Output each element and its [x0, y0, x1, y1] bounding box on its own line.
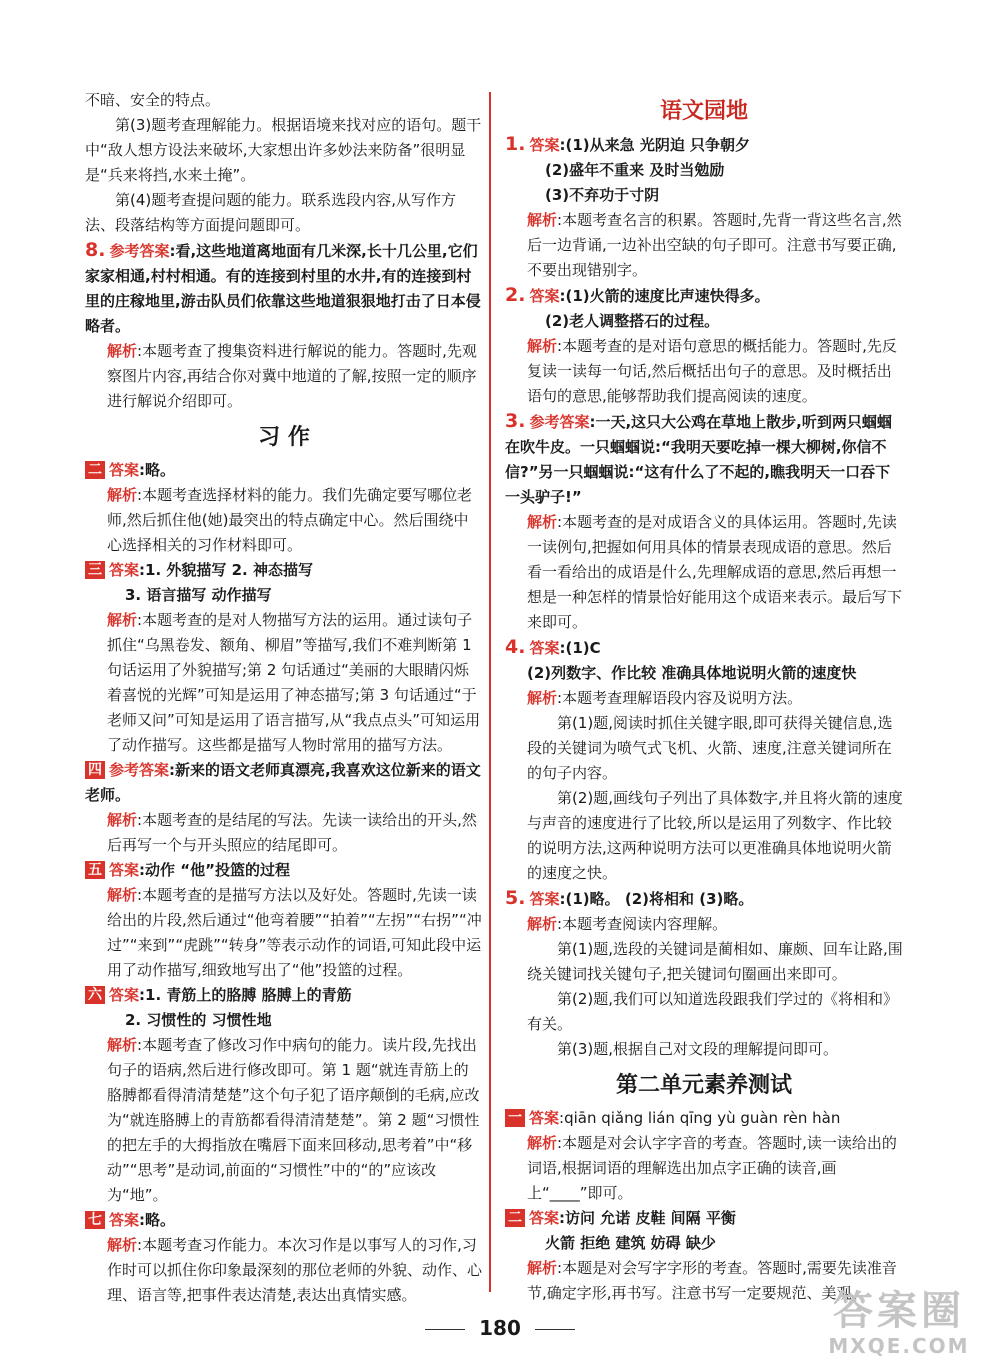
analysis-label: 解析 — [107, 811, 138, 829]
analysis-text: :本题考查理解语段内容及说明方法。 — [557, 689, 803, 707]
analysis-text: :本题考查的是对语句意思的概括能力。答题时,先反复读一读每一句话,然后概括出句子的意思。及时概括出语句的意思,能够帮助我们提高阅读的速度。 — [527, 337, 897, 405]
answer-text: :一天,这只大公鸡在草地上散步,听到两只蝈蝈在吹牛皮。一只蝈蝈说:“我明天要吃掉一棵大柳树,你信不信?”另一只蝈蝈说:“这有什么了不起的,瞧我明天一口吞下一头驴子!” — [505, 413, 892, 506]
question-number: 3. — [505, 410, 526, 432]
analysis-label: 解析 — [527, 513, 558, 531]
answer-text: (2)老人调整搭石的过程。 — [545, 312, 720, 330]
analysis-text: :本题考查了修改习作中病句的能力。读片段,先找出句子的语病,然后进行修改即可。第 1 题“就连青筋上的胳膊都看得清清楚楚”这个句子犯了语序颠倒的毛病,应改为“就连胳膊上的青筋都看得清清楚楚”。第 2 题“习惯性的把左手的大拇指放在嘴唇下面来回移动,思考着”中“移动”“思考”是动词,前面的“习惯性”中的“的”应该改为“地”。 — [107, 1036, 480, 1204]
question-4 — [85, 758, 483, 858]
analysis-label: 解析 — [527, 689, 558, 707]
answer-text: :新来的语文老师真漂亮,我喜欢这位新来的语文老师。 — [85, 761, 481, 804]
watermark-logo — [814, 1288, 984, 1358]
analysis-label: 解析 — [107, 1036, 138, 1054]
question-number-box: 二 — [85, 461, 105, 479]
answer-text: 2. 习惯性的 习惯性地 — [125, 1011, 272, 1029]
question-number-box: 六 — [85, 986, 105, 1004]
answer-text: (2)盛年不重来 及时当勉励 — [545, 161, 725, 179]
answer-label: 答案 — [109, 561, 140, 579]
question-number-box: 一 — [505, 1109, 525, 1127]
analysis-text: :本题考查习作能力。本次习作是以事写人的习作,习作时可以抓住你印象最深刻的那位老师的外貌、动作、心理、语言等,把事件表达清楚,表达出真情实感。 — [107, 1236, 483, 1304]
answer-label: 答案 — [109, 986, 140, 1004]
analysis-label: 解析 — [527, 1259, 558, 1277]
section-title: 第二单元素养测试 — [615, 1072, 792, 1098]
question-number: 4. — [505, 636, 526, 658]
paragraph: 第(4)题考查提问题的能力。联系选段内容,从写作方法、段落结构等方面提问题即可。 — [85, 191, 457, 234]
left-column — [85, 88, 483, 1308]
answer-text: :(1)C — [559, 639, 601, 657]
question-number-box: 七 — [85, 1211, 105, 1229]
analysis-text: :本题考查的是对成语含义的具体运用。答题时,先读一读例句,把握如何用具体的情景表现成语的意思。然后看一看给出的成语是什么,先理解成语的意思,然后再想一想是一种怎样的情景恰好能用这个成语来表示。最后写下来即可。 — [527, 513, 903, 631]
question-3 — [85, 558, 483, 758]
question-number-box: 四 — [85, 761, 105, 779]
answer-text: :qiān qiǎng lián qīng yù guàn rèn hàn — [559, 1109, 841, 1127]
analysis-label: 解析 — [107, 342, 138, 360]
answer-label: 答案 — [529, 287, 560, 305]
question-6 — [85, 983, 483, 1208]
analysis-text: :本题考查了搜集资料进行解说的能力。答题时,先观察图片内容,再结合你对冀中地道的了解,按照一定的顺序进行解说介绍即可。 — [107, 342, 477, 410]
answer-label: 答案 — [529, 136, 560, 154]
paragraph: 第(3)题,根据自己对文段的理解提问即可。 — [557, 1040, 839, 1058]
answer-text: :看,这些地道离地面有几米深,长十几公里,它们家家相通,村村相通。有的连接到村里的水井,有的连接到村里的庄稼地里,游击队员们依靠这些地道狠狠地打击了日本侵略者。 — [85, 242, 481, 335]
section-title: 习 作 — [258, 424, 310, 450]
analysis-text: :本题考查的是对人物描写方法的运用。通过读句子抓住“乌黑卷发、额角、柳眉”等描写,我们不难判断第 1 句话运用了外貌描写;第 2 句话通过“美丽的大眼睛闪烁着喜悦的光辉”可知是运用了神态描写;第 3 句话通过“于老师又问”可知是运用了语言描写,从“我点点头”可知运用了动作描写。这些都是描写人物时常用的描写方法。 — [107, 611, 481, 754]
question-7 — [85, 1208, 483, 1308]
analysis-text: :本题是对会写字字形的考查。答题时,需要先读准音节,确定字形,再书写。注意书写一定要规范、美观。 — [527, 1259, 897, 1302]
answer-label: 参考答案 — [109, 761, 170, 779]
question-5 — [505, 886, 903, 1062]
answer-label: 参考答案 — [529, 413, 590, 431]
answer-text: (3)不弃功于寸阴 — [545, 186, 660, 204]
paragraph: 第(1)题,选段的关键词是蔺相如、廉颇、回车让路,围绕关键词找关键句子,把关键词句圈画出来即可。 — [527, 940, 903, 983]
question-8 — [85, 238, 483, 414]
page-number-text: 180 — [479, 1316, 521, 1340]
question-number: 5. — [505, 887, 526, 909]
analysis-label: 解析 — [527, 337, 558, 355]
question-number: 2. — [505, 284, 526, 306]
analysis-label: 解析 — [527, 915, 558, 933]
answer-label: 答案 — [109, 1211, 140, 1229]
answer-text: 3. 语言描写 动作描写 — [125, 586, 272, 604]
page-number-dash — [425, 1329, 465, 1330]
paragraph: 第(2)题,画线句子列出了具体数字,并且将火箭的速度与声音的速度进行了比较,所以是运用了列数字、作比较的说明方法,这两种说明方法可以更准确具体地说明火箭的速度之快。 — [527, 789, 903, 882]
page-number-dash — [535, 1329, 575, 1330]
answer-label: 答案 — [529, 890, 560, 908]
analysis-label: 解析 — [107, 1236, 138, 1254]
answer-text: :访问 允诺 皮鞋 间隔 平衡 — [559, 1209, 736, 1227]
answer-text: :1. 青筋上的胳膊 胳膊上的青筋 — [139, 986, 352, 1004]
question-number-box: 二 — [505, 1209, 525, 1227]
answer-text: :1. 外貌描写 2. 神态描写 — [139, 561, 313, 579]
answer-text: 火箭 拒绝 建筑 妨碍 缺少 — [545, 1234, 716, 1252]
analysis-label: 解析 — [107, 886, 138, 904]
section-title: 语文园地 — [659, 98, 748, 124]
answer-text: :动作 “他”投篮的过程 — [139, 861, 290, 879]
question-number-box: 三 — [85, 561, 105, 579]
analysis-label: 解析 — [527, 211, 558, 229]
analysis-label: 解析 — [107, 611, 138, 629]
question-4 — [505, 635, 903, 886]
analysis-text: :本题考查的是结尾的写法。先读一读给出的开头,然后再写一个与开头照应的结尾即可。 — [107, 811, 477, 854]
answer-label: 答案 — [109, 861, 140, 879]
paragraph: 第(1)题,阅读时抓住关键字眼,即可获得关键信息,选段的关键词为喷气式飞机、火箭、速度,注意关键词所在的句子内容。 — [527, 714, 893, 782]
watermark-bottom: MXQE.COM — [828, 1334, 970, 1358]
answer-text: (2)列数字、作比较 准确具体地说明火箭的速度快 — [527, 664, 857, 682]
answer-text: :(1)火箭的速度比声速快得多。 — [559, 287, 770, 305]
paragraph: 第(3)题考查理解能力。根据语境来找对应的语句。题干中“敌人想方设法来破坏,大家想出许多妙法来防备”很明显是“兵来将挡,水来土掩”。 — [85, 116, 482, 184]
paragraph: 第(2)题,我们可以知道选段跟我们学过的《将相和》有关。 — [527, 990, 899, 1033]
answer-label: 答案 — [529, 1109, 560, 1127]
analysis-label: 解析 — [107, 486, 138, 504]
question-number-box: 五 — [85, 861, 105, 879]
question-1 — [505, 132, 903, 283]
column-divider — [489, 92, 491, 1292]
watermark-top: 答案圈 — [833, 1288, 965, 1334]
answer-text: :略。 — [139, 1211, 176, 1229]
answer-label: 答案 — [109, 461, 140, 479]
question-5 — [85, 858, 483, 983]
analysis-text: :本题是对会认字字音的考查。答题时,读一读给出的词语,根据词语的理解选出加点字正确的读音,画上“____”即可。 — [527, 1134, 897, 1202]
paragraph: 不暗、安全的特点。 — [85, 91, 221, 109]
question-2 — [505, 283, 903, 409]
answer-text: :(1)略。 (2)将相和 (3)略。 — [559, 890, 754, 908]
analysis-text: :本题考查阅读内容理解。 — [557, 915, 728, 933]
right-column — [505, 88, 903, 1306]
question-number: 8. — [85, 239, 106, 261]
analysis-label: 解析 — [527, 1134, 558, 1152]
question-number: 1. — [505, 133, 526, 155]
answer-text: :略。 — [139, 461, 176, 479]
question-2 — [85, 458, 483, 558]
answer-label: 答案 — [529, 639, 560, 657]
answer-label: 答案 — [529, 1209, 560, 1227]
analysis-text: :本题考查选择材料的能力。我们先确定要写哪位老师,然后抓住他(她)最突出的特点确定中心。然后围绕中心选择相关的习作材料即可。 — [107, 486, 473, 554]
question-3 — [505, 409, 903, 635]
analysis-text: :本题考查名言的积累。答题时,先背一背这些名言,然后一边背诵,一边补出空缺的句子即可。注意书写要正确,不要出现错别字。 — [527, 211, 902, 279]
test-question-1 — [505, 1106, 903, 1206]
answer-text: :(1)从来急 光阴迫 只争朝夕 — [559, 136, 751, 154]
analysis-text: :本题考查的是描写方法以及好处。答题时,先读一读给出的片段,然后通过“他弯着腰”“拍着”“左拐”“右拐”“冲过”“来到”“虎跳”“转身”等表示动作的词语,可知此段中运用了动作描写,细致地写出了“他”投篮的过程。 — [107, 886, 482, 979]
answer-label: 参考答案 — [109, 242, 170, 260]
